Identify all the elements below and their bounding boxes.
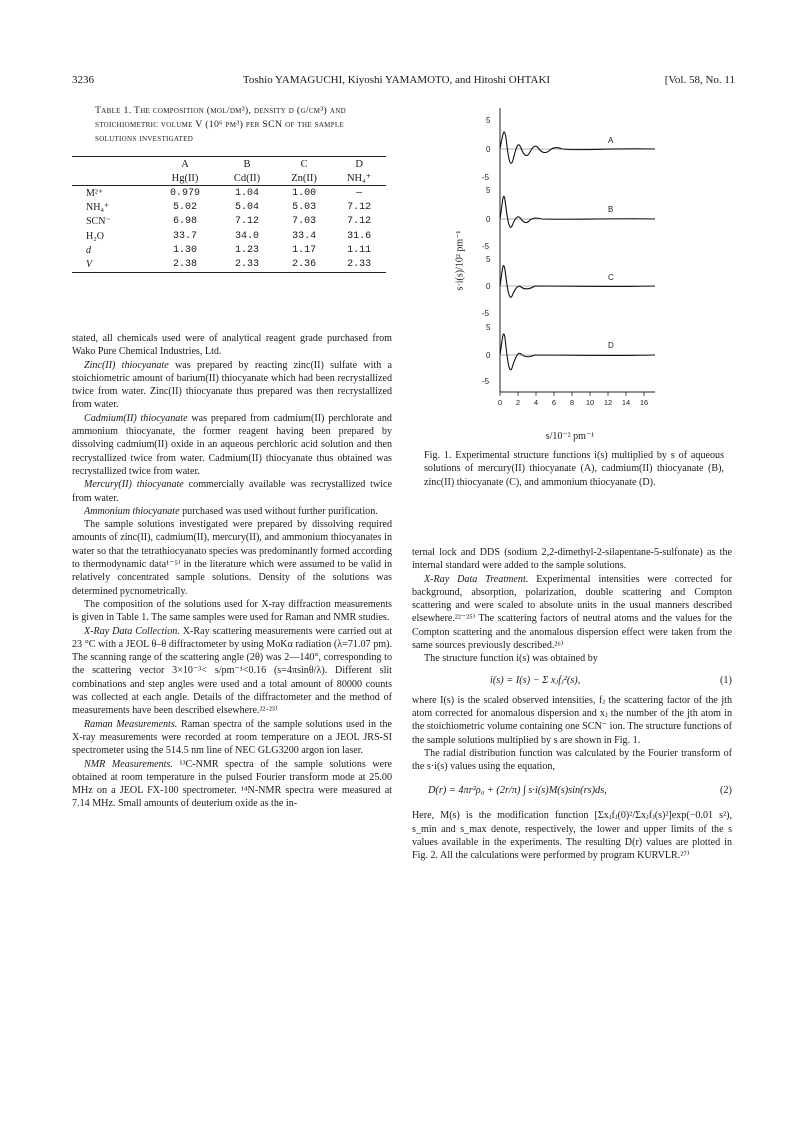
table-cell: 7.12 [347,202,372,214]
curve-b [500,196,655,227]
y-tick-label: -5 [482,242,490,251]
paragraph-body: ¹³C-NMR spectra of the sample solutions were obtained at room temperature in the pulsed Fourier transform mode at 25.00 MHz on a JEOL FX-100 spectrometer. ¹⁴N-NMR spectra were measured at 7.14 MHz. Small amounts of deuterium oxide as the in- [72,758,392,810]
table-cell: 5.03 [292,202,317,214]
table-cell: 34.0 [234,230,259,242]
curve-label-c: C [608,273,614,282]
paragraph-heading: Cadmium(II) thiocyanate [84,412,188,424]
table-cell: 7.03 [292,216,317,228]
paragraph-heading: Zinc(II) thiocyanate [84,359,169,371]
paragraph-body: was prepared by reacting zinc(II) sulfate with a stoichiometric amount of barium(II) thiocyanate which had been recrystallized twice from water. Zinc(II) thiocyanate thus prepared was then recrystallized from water. [72,359,392,411]
paragraph-heading: X-Ray Data Collection. [84,625,180,637]
paragraph-heading: Ammonium thiocyanate [84,505,180,517]
paragraph [72,412,392,478]
equation-2-block [412,773,732,809]
y-tick-label: 0 [486,215,491,224]
y-tick-label: 0 [486,145,491,154]
y-tick-label: 5 [486,323,491,332]
table-col-a: A [152,157,218,172]
paragraph [72,359,392,412]
x-tick-label: 16 [639,398,649,407]
y-tick-label: 5 [486,255,491,264]
curve-d [500,334,655,370]
x-tick-label: 4 [533,398,539,407]
curve-label-a: A [608,136,614,145]
table-row [72,215,386,229]
structure-function-figure [470,108,670,408]
table-sub-b: Cd(II) [218,171,276,186]
paragraph-heading: Mercury(II) thiocyanate [84,479,184,491]
table-cell: 33.4 [292,230,317,242]
paragraph-body: X-Ray scattering measurements were carried out at 23 °C with a JEOL θ–θ diffractometer by using MoKα radiation (λ=71.07 pm). The scanning range of the scattering angle (2θ) was 2—140°, corresponding to the scattering vector 3×10⁻³< s/pm⁻¹<0.16 (s=4πsinθ/λ). Different slit combinations and step angles were used and a total amount of 80000 counts was collected at each angle. Details of the diffractometer and the method of measurements have been described elsewhere.²²·²³⁾ [72,625,393,717]
table-cell: 1.17 [292,244,317,256]
x-tick-label: 0 [497,398,503,407]
table-col-d: D [332,157,386,172]
paragraph [72,758,392,811]
table-cell: 0.979 [170,187,201,199]
page-number: 3236 [72,74,94,86]
table-cell: 33.7 [173,230,198,242]
table-cell: 6.98 [173,216,198,228]
table-cell: 2.36 [276,257,332,272]
curve-a [500,132,655,163]
paragraph-heading: Raman Measurements. [84,718,178,730]
y-tick-label: 5 [486,186,491,195]
table-row [72,201,386,215]
paragraph: ternal lock and DDS (sodium 2,2-dimethyl-2-silapentane-5-sulfonate) as the internal standard were added to the sample solutions. [412,547,732,572]
table-cell: 7.12 [347,216,372,228]
table-cell: 1.11 [347,244,372,256]
y-tick-label: 5 [486,116,491,125]
right-column [412,546,732,863]
table-row [72,186,386,201]
x-tick-label: 14 [621,398,631,407]
table-cell: 7.12 [234,216,259,228]
paragraph: The sample solutions investigated were prepared by dissolving required amounts of zinc(II), cadmium(II), mercury(II), and ammonium thiocyanates in water so that the tetrathiocyanato species was predominantly formed according to thermodynamic data¹⁻⁵⁾ in the literature which were assumed to be valid in relatively concentrated sample solutions. Density of the solutions was determined pycnometrically. [72,519,392,597]
paragraph-body: Raman spectra of the sample solutions used in the X-ray measurements were recorded at room temperature on a JEOL JRS-SI spectrometer using the 514.5 nm line of NEC GLG3200 argon ion laser. [72,718,393,757]
y-tick-label: -5 [482,173,490,182]
equation-1-block [412,666,732,694]
paragraph: stated, all chemicals used were of analytical reagent grade purchased from Wako Pure Chemical Industries, Ltd. [72,333,392,358]
paragraph [72,478,392,505]
row-label: d [86,244,91,256]
table-cell: 31.6 [347,230,372,242]
volume-info: [Vol. 58, No. 11 [664,74,735,86]
curve-label-d: D [608,341,614,350]
y-tick-label: 0 [486,351,491,360]
table-cell: 2.33 [218,257,276,272]
curve-c [500,266,655,298]
paragraph: The radial distribution function was calculated by the Fourier transform of the s·i(s) values using the equation, [412,747,732,773]
paragraph [72,718,392,758]
y-tick-label: -5 [482,377,490,386]
row-label: NH₄⁺ [86,202,110,214]
table-cell: 1.00 [292,187,317,199]
table-corner [72,157,152,172]
paragraph [72,505,392,518]
x-tick-label: 2 [515,398,521,407]
composition-table [72,156,386,273]
table-sub-c: Zn(II) [276,171,332,186]
table-header-row [72,157,386,172]
paragraph-body: purchased was used without further purification. [179,505,378,517]
x-tick-label: 8 [569,398,575,407]
paragraph [412,573,732,653]
paragraph: The structure function i(s) was obtained by [424,653,598,665]
table-caption-text: The composition (mol/dm³), density d (g/cm³) and stoichiometric volume V (10⁶ pm³) per SCN of the sample solutions investigated [95,105,346,144]
table-row [72,257,386,272]
table-cell: 1.04 [234,187,259,199]
running-head: Toshio YAMAGUCHI, Kiyoshi YAMAMOTO, and Hitoshi OHTAKI [242,74,551,86]
paragraph: Here, M(s) is the modification function [Σxⱼfⱼ(0)²/Σxⱼfⱼ(s)²]exp(−0.01 s²), s_min and s_max denote, respectively, the lower and upper limits of the s values available in the experiments. The resulting D(r) values are plotted in Fig. 2. All the calculations were performed by program KURVLR.²⁷⁾ [412,810,732,862]
table-cell: 1.23 [234,244,259,256]
table-subheader-row [72,171,386,186]
table-caption-lead: Table 1. [95,105,132,116]
paragraph [72,625,392,718]
row-label: H₂O [86,230,104,242]
table-cell: 5.02 [173,202,198,214]
table-sub-a: Hg(II) [152,171,218,186]
paragraph: The composition of the solutions used for X-ray diffraction measurements is given in Table 1. The same samples were used for Raman and NMR studies. [72,598,392,624]
table-cell: 5.04 [234,202,259,214]
row-label: SCN⁻ [86,216,111,228]
figure-y-axis-label: s·i(s)/10² pm⁻¹ [454,230,466,291]
paragraph: where I(s) is the scaled observed intensities, fⱼ the scattering factor of the jth atom corrected for anomalous dispersion and xⱼ the number of the jth atom in the stoichiometric volume containing one SCN⁻ ion. The structure functions of the sample solutions multiplied by s are shown in Fig. 1. [412,694,732,746]
y-tick-label: -5 [482,309,490,318]
x-tick-label: 6 [551,398,557,407]
table-cell: — [356,187,363,199]
table-col-b: B [218,157,276,172]
table-col-c: C [276,157,332,172]
x-tick-label: 12 [603,398,613,407]
figure-x-axis-label: s/10⁻² pm⁻¹ [545,431,595,442]
table-caption [95,104,385,146]
paragraph-body: Experimental intensities were corrected for background, absorption, polarization, double scattering and Compton scattering and were scaled to absolute units in the usual manners described elsewhere.²²⁻²⁵⁾ The scattering factors of neutral atoms and the values for the Compton scattering and the anomalous dispersion effect were taken from the same sources previously described.²⁶⁾ [412,573,733,652]
x-tick-label: 10 [585,398,595,407]
equation-1-number: (1) [719,674,732,686]
paragraph-heading: NMR Measurements. [84,758,173,770]
curve-label-b: B [608,205,614,214]
left-column [72,332,392,811]
row-label: V [72,257,152,272]
table-cell: 2.33 [332,257,386,272]
table-cell: 2.38 [152,257,218,272]
table-cell: 1.30 [173,244,198,256]
equation-2: D(r) = 4πr²ρ₀ + (2r/π) ∫ s·i(s)M(s)sin(rs)ds, [428,785,607,797]
paragraph-body: was prepared from cadmium(II) perchlorate and ammonium thiocyanate, the former reagent having been prepared by dissolving cadmium(II) oxide in an aqueous perchloric acid solution and then recrystallized twice from water. Cadmium(II) thiocyanate thus obtained was recrystallized twice from water. [72,412,392,477]
table-row [72,229,386,243]
table-row [72,243,386,257]
equation-2-number: (2) [719,785,732,797]
paragraph-body: commercially available was recrystallized twice from water. [72,479,392,504]
row-label: M²⁺ [86,187,104,199]
paragraph-heading: X-Ray Data Treatment. [424,573,529,585]
y-tick-label: 0 [486,282,491,291]
equation-1: i(s) = I(s) − Σ xⱼfⱼ²(s), [490,674,581,686]
figure-caption: Fig. 1. Experimental structure functions i(s) multiplied by s of aqueous solutions of mercury(II) thiocyanate (A), cadmium(II) thiocyanate (B), zinc(II) thiocyanate (C), and ammonium thiocyanate (D). [424,450,724,488]
table-sub-d: NH₄⁺ [332,171,386,186]
